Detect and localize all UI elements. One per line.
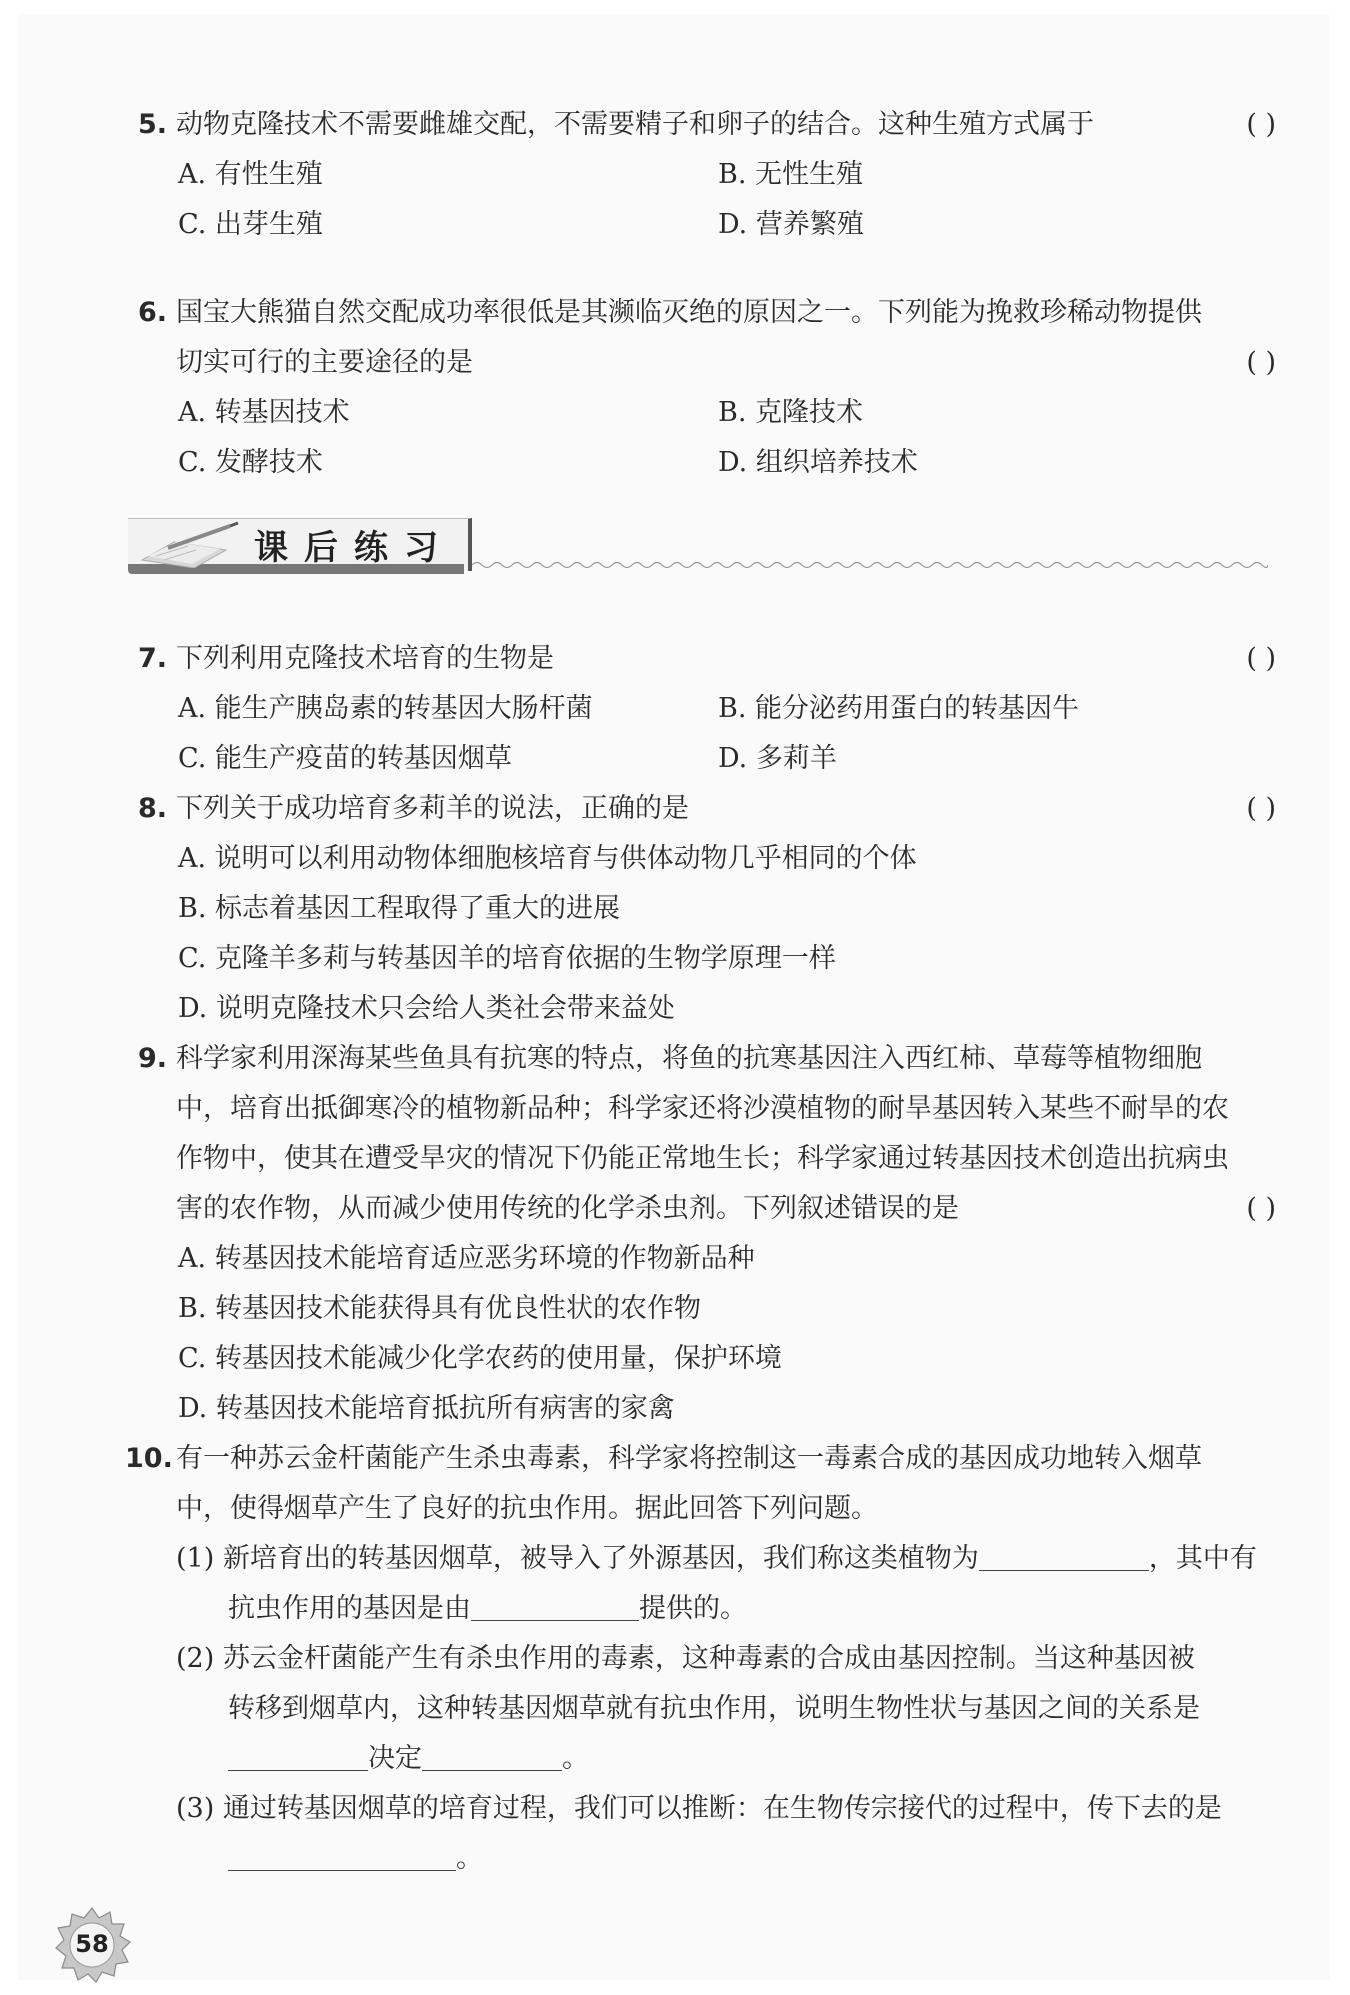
answer-blank-3[interactable]: [228, 1740, 368, 1771]
subquestion-3-text-end: 。: [456, 1843, 483, 1874]
question-number: 8.: [138, 793, 168, 824]
question-number: 6.: [138, 297, 168, 328]
question-stem-line-2: 中，培育出抵御寒冷的植物新品种；科学家还将沙漠植物的耐旱基因转入某些不耐旱的农: [176, 1093, 1229, 1124]
subquestion-2-blanks: [228, 1734, 589, 1784]
subquestion-2-text-end: 。: [562, 1743, 589, 1774]
page-number: 58: [75, 1930, 109, 1958]
answer-parentheses[interactable]: ( ): [1246, 109, 1276, 140]
question-stem: 下列关于成功培育多莉羊的说法，正确的是: [176, 793, 689, 824]
option-b: B. 克隆技术: [718, 397, 864, 428]
option-d: D. 多莉羊: [718, 743, 837, 774]
question-8: [140, 784, 1280, 1034]
subquestion-2: (2) 苏云金杆菌能产生有杀虫作用的毒素，这种毒素的合成由基因控制。当这种基因被: [176, 1643, 1195, 1674]
question-stem-line-1: 国宝大熊猫自然交配成功率很低是其濒临灭绝的原因之一。下列能为挽救珍稀动物提供: [176, 297, 1202, 328]
option-d: D. 说明克隆技术只会给人类社会带来益处: [178, 993, 675, 1024]
question-5: [140, 100, 1280, 250]
option-a: A. 转基因技术: [178, 397, 350, 428]
option-c: C. 克隆羊多莉与转基因羊的培育依据的生物学原理一样: [178, 943, 836, 974]
question-number: 5.: [138, 109, 168, 140]
option-d: D. 营养繁殖: [718, 209, 864, 240]
question-stem-line-2: 切实可行的主要途径的是: [176, 347, 473, 378]
option-c: C. 转基因技术能减少化学农药的使用量，保护环境: [178, 1343, 782, 1374]
answer-blank-5[interactable]: [228, 1840, 456, 1871]
option-b: B. 能分泌药用蛋白的转基因牛: [718, 693, 1080, 724]
page-number-badge: [52, 1906, 132, 1986]
option-a: A. 有性生殖: [178, 159, 323, 190]
subquestion-1-text-2: 抗虫作用的基因是由: [228, 1593, 471, 1624]
option-b: B. 转基因技术能获得具有优良性状的农作物: [178, 1293, 702, 1324]
answer-parentheses[interactable]: ( ): [1246, 643, 1276, 674]
question-9: [140, 1034, 1280, 1434]
section-title: 课后练习: [254, 528, 454, 568]
option-a: A. 说明可以利用动物体细胞核培育与供体动物几乎相同的个体: [178, 843, 917, 874]
option-d: D. 组织培养技术: [718, 447, 918, 478]
option-b: B. 无性生殖: [718, 159, 864, 190]
option-b: B. 标志着基因工程取得了重大的进展: [178, 893, 621, 924]
question-number: 9.: [138, 1043, 168, 1074]
question-7: [140, 634, 1280, 784]
question-number: 7.: [138, 643, 168, 674]
answer-blank-2[interactable]: [471, 1590, 639, 1621]
option-a: A. 能生产胰岛素的转基因大肠杆菌: [178, 693, 593, 724]
subquestion-1-cont: [228, 1584, 747, 1634]
answer-blank-1[interactable]: [979, 1540, 1149, 1571]
question-stem: 下列利用克隆技术培育的生物是: [176, 643, 554, 674]
answer-blank-4[interactable]: [422, 1740, 562, 1771]
question-10: [125, 1434, 1280, 1884]
option-a: A. 转基因技术能培育适应恶劣环境的作物新品种: [178, 1243, 755, 1274]
question-stem-line-2: 中，使得烟草产生了良好的抗虫作用。据此回答下列问题。: [176, 1493, 878, 1524]
subquestion-3: (3) 通过转基因烟草的培育过程，我们可以推断：在生物传宗接代的过程中，传下去的是: [176, 1793, 1222, 1824]
question-number: 10.: [125, 1443, 173, 1474]
notebook-pencil-icon: [134, 520, 244, 568]
question-stem-line-1: 科学家利用深海某些鱼具有抗寒的特点，将鱼的抗寒基因注入西红柿、草莓等植物细胞: [176, 1043, 1202, 1074]
answer-parentheses[interactable]: ( ): [1246, 347, 1276, 378]
question-stem: 动物克隆技术不需要雌雄交配，不需要精子和卵子的结合。这种生殖方式属于: [176, 109, 1094, 140]
subquestion-1-text-3: 提供的。: [639, 1593, 747, 1624]
section-header: [128, 518, 1270, 588]
subquestion-1: [176, 1534, 1257, 1584]
subquestion-1-text-tail: ，其中有: [1148, 1543, 1257, 1574]
option-c: C. 发酵技术: [178, 447, 323, 478]
answer-parentheses[interactable]: ( ): [1246, 1193, 1276, 1224]
question-stem-line-3: 作物中，使其在遭受旱灾的情况下仍能正常地生长；科学家通过转基因技术创造出抗病虫: [176, 1143, 1229, 1174]
answer-parentheses[interactable]: ( ): [1246, 793, 1276, 824]
subquestion-3-blank-line: [228, 1834, 483, 1884]
subquestion-2-cont: 转移到烟草内，这种转基因烟草就有抗虫作用，说明生物性状与基因之间的关系是: [228, 1693, 1200, 1724]
option-c: C. 能生产疫苗的转基因烟草: [178, 743, 512, 774]
subquestion-2-text-decide: 决定: [368, 1743, 422, 1774]
question-6: [140, 288, 1280, 488]
option-d: D. 转基因技术能培育抵抗所有病害的家禽: [178, 1393, 675, 1424]
question-stem-line-1: 有一种苏云金杆菌能产生杀虫毒素，科学家将控制这一毒素合成的基因成功地转入烟草: [176, 1443, 1202, 1474]
subquestion-1-text: (1) 新培育出的转基因烟草，被导入了外源基因，我们称这类植物为: [176, 1543, 979, 1574]
section-wavy-rule: [472, 560, 1268, 570]
option-c: C. 出芽生殖: [178, 209, 323, 240]
question-stem-line-4: 害的农作物，从而减少使用传统的化学杀虫剂。下列叙述错误的是: [176, 1193, 959, 1224]
